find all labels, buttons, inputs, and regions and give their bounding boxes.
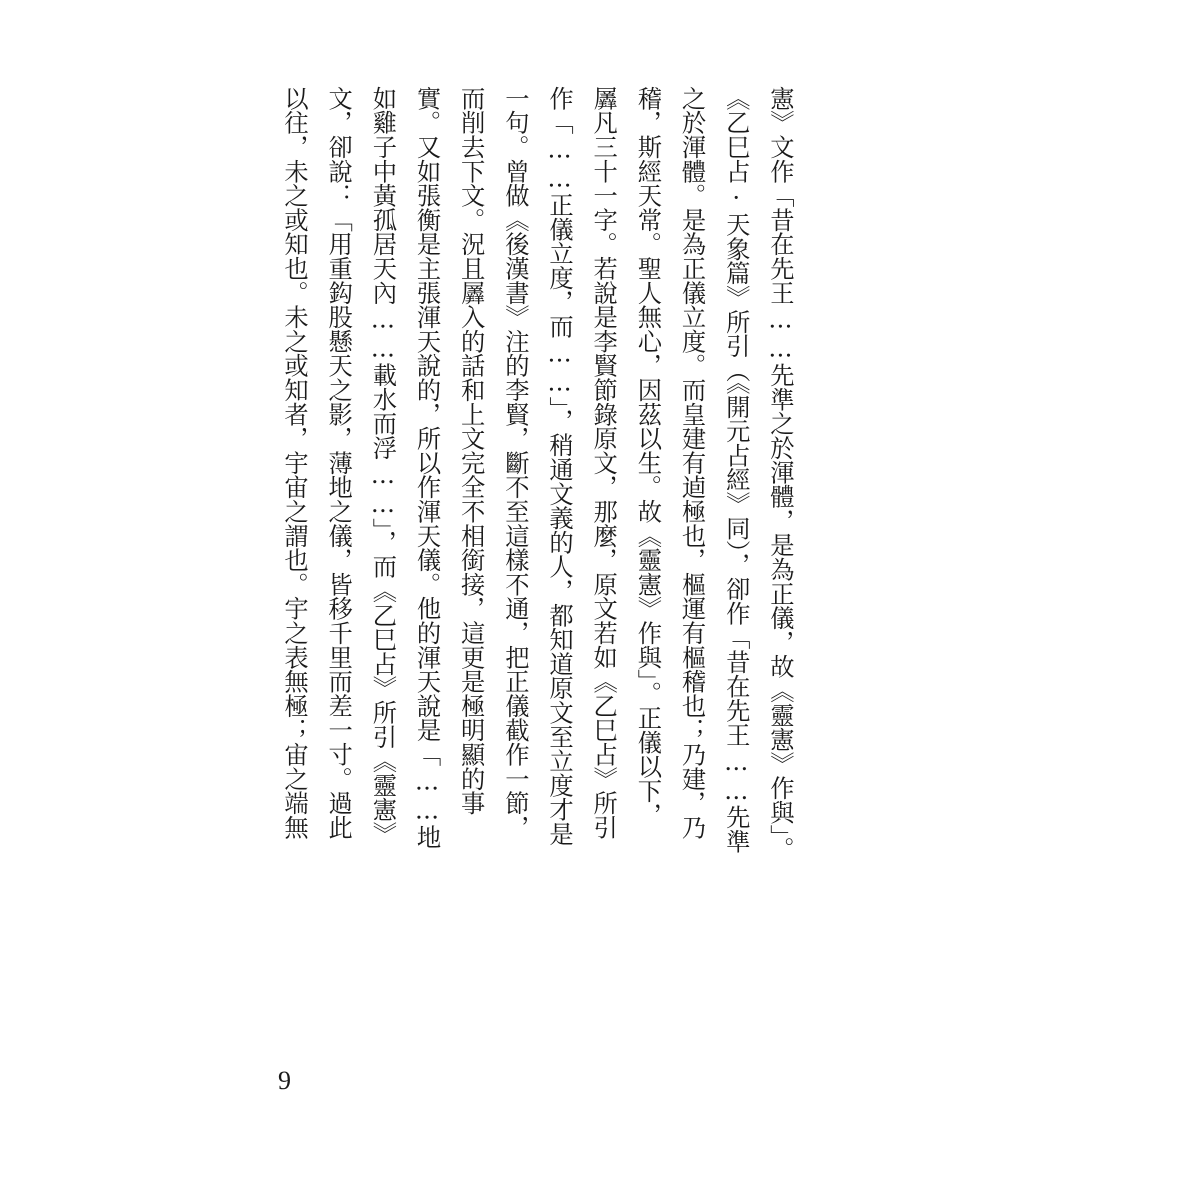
text-column-6: 作「……正儀立度，而……」，稍通文義的人，都知道原文至立度才是 xyxy=(545,86,575,846)
text-column-1: 憲》文作「昔在先王……先準之於渾體，是為正儀，故《靈憲》作與」。 xyxy=(765,86,795,861)
text-column-12: 以往，未之或知也。未之或知者，宇宙之謂也。宇之表無極；宙之端無 xyxy=(280,86,309,840)
text-column-3: 之於渾體。是為正儀立度。而皇建有逌極也，樞運有樞稽也；乃建，乃 xyxy=(677,86,707,840)
vertical-text-block xyxy=(272,86,795,886)
text-column-11: 文，卻說：「用重鈎股懸天之影，薄地之儀，皆移千里而差一寸。過此 xyxy=(324,86,354,840)
text-column-2: 《乙巳占·天象篇》所引（《開元占經》同），卻作「昔在先王……先準 xyxy=(721,86,751,854)
page-number: 9 xyxy=(278,1066,291,1095)
text-column-7: 一句。曾做《後漢書》注的李賢，斷不至這樣不通，把正儀截作一節， xyxy=(500,86,530,840)
text-column-10: 如雞子中黃孤居天內……載水而浮……」，而《乙巳占》所引《靈憲》 xyxy=(368,86,398,846)
text-column-5: 羼凡三十一字。若說是李賢節錄原文，那麼，原文若如《乙巳占》所引 xyxy=(589,86,619,840)
text-column-9: 實。又如張衡是主張渾天說的，所以作渾天儀。他的渾天說是「……地 xyxy=(412,86,442,849)
text-column-4: 稽，斯經天常。聖人無心，因茲以生。故《靈憲》作與」。正儀以下， xyxy=(633,86,663,828)
text-column-8: 而削去下文。況且羼入的話和上文完全不相銜接，這更是極明顯的事 xyxy=(456,86,486,815)
